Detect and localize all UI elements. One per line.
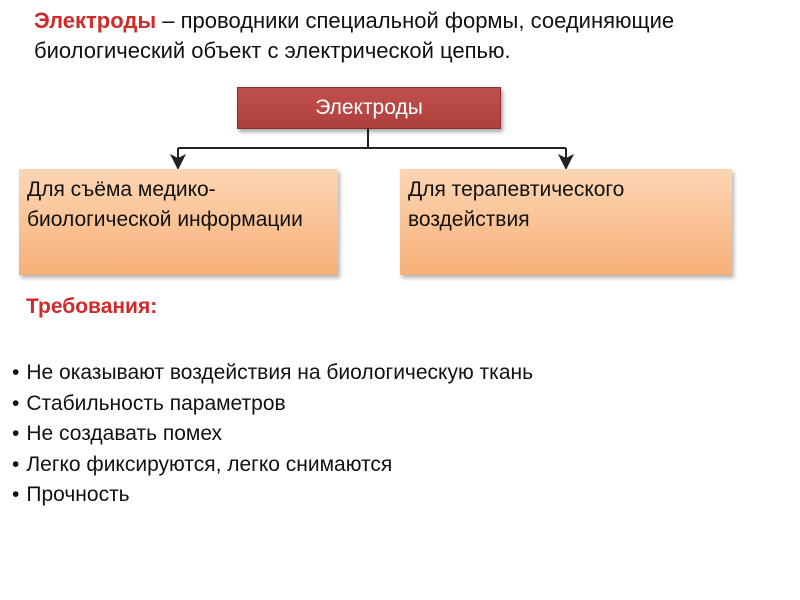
requirements-list xyxy=(12,358,533,511)
definition-term: Электроды xyxy=(34,8,157,33)
root-node-label: Электроды xyxy=(315,96,423,119)
node-therapy xyxy=(400,169,732,275)
list-item: • Не создавать помех xyxy=(12,419,533,450)
list-item: • Стабильность параметров xyxy=(12,389,533,420)
node-therapy-label: Для терапевтического воздействия xyxy=(408,178,625,231)
definition-paragraph xyxy=(34,6,734,66)
root-node xyxy=(237,87,501,129)
requirements-title: Требования: xyxy=(26,295,158,318)
definition-text: – проводники специальной формы, соединяющие биологический объект с электрической цепью. xyxy=(34,8,675,63)
list-item: • Легко фиксируются, легко снимаются xyxy=(12,450,533,481)
list-item: • Прочность xyxy=(12,480,533,511)
list-item: • Не оказывают воздействия на биологическую ткань xyxy=(12,358,533,389)
node-measurement xyxy=(19,169,338,275)
node-measurement-label: Для съёма медико-биологической информации xyxy=(27,178,303,231)
